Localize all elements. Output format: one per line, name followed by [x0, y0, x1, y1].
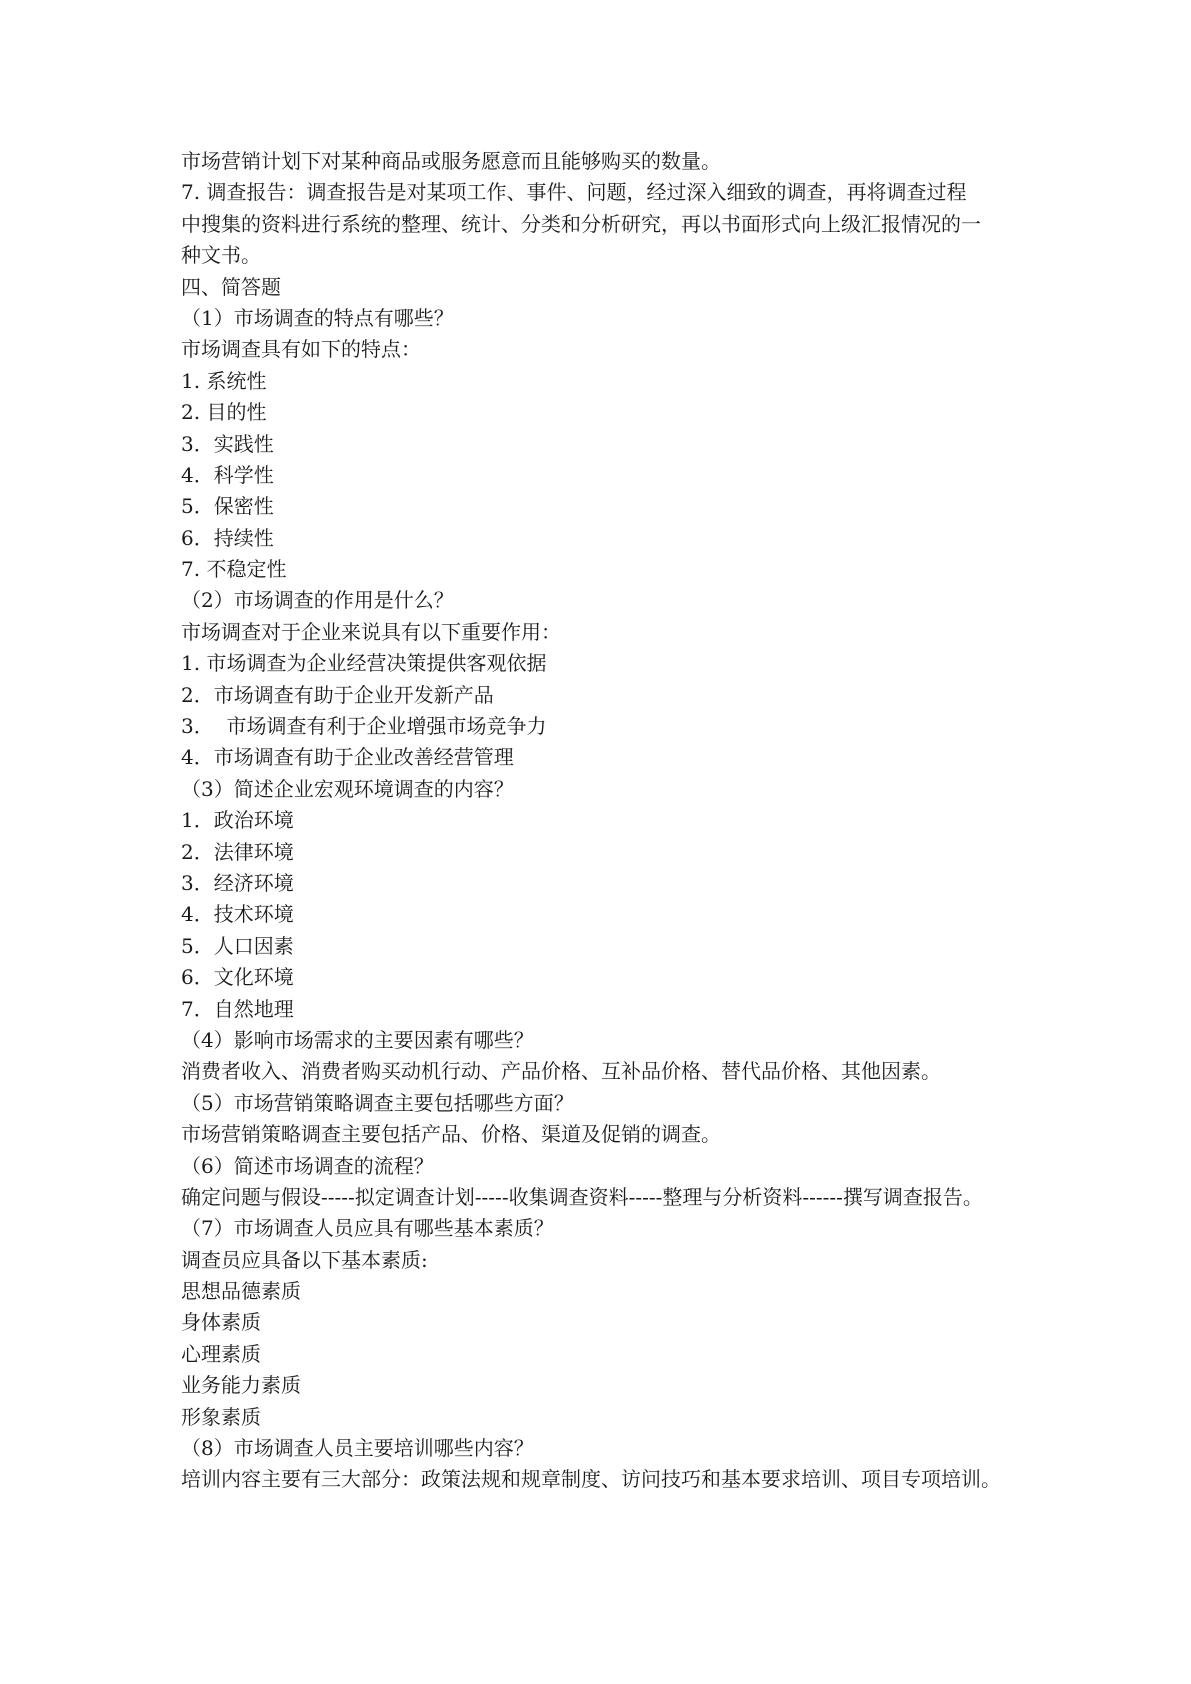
text-line: （2）市场调查的作用是什么？ [181, 588, 454, 613]
text-line: 形象素质 [181, 1404, 261, 1429]
text-line: 业务能力素质 [181, 1373, 301, 1398]
text-line: （3）简述企业宏观环境调查的内容？ [181, 776, 514, 801]
text-line: 3．实践性 [181, 431, 274, 456]
text-line: （8）市场调查人员主要培训哪些内容？ [181, 1436, 534, 1461]
text-line: 心理素质 [181, 1341, 261, 1366]
text-line: 1. 市场调查为企业经营决策提供客观依据 [181, 651, 547, 676]
text-line: （1）市场调查的特点有哪些？ [181, 305, 454, 330]
text-line: 调查员应具备以下基本素质: [181, 1247, 428, 1272]
text-line: 培训内容主要有三大部分：政策法规和规章制度、访问技巧和基本要求培训、项目专项培训。 [181, 1467, 1001, 1492]
text-line: 6．持续性 [181, 525, 274, 550]
text-line: 种文书。 [181, 243, 261, 268]
text-line: （7）市场调查人员应具有哪些基本素质？ [181, 1216, 554, 1241]
text-line: 1. 系统性 [181, 368, 267, 393]
text-line: 2．法律环境 [181, 839, 294, 864]
text-line: 中搜集的资料进行系统的整理、统计、分类和分析研究，再以书面形式向上级汇报情况的一 [181, 211, 981, 236]
text-line: 5．人口因素 [181, 933, 294, 958]
text-line: 确定问题与假设-----拟定调查计划-----收集调查资料-----整理与分析资料------撰写调查报告。 [181, 1184, 983, 1209]
text-line: 5．保密性 [181, 494, 274, 519]
text-line: 7．自然地理 [181, 996, 294, 1021]
text-line: 4．市场调查有助于企业改善经营管理 [181, 745, 514, 770]
text-line: 身体素质 [181, 1310, 261, 1335]
text-line: 市场调查具有如下的特点： [181, 337, 421, 362]
text-line: 2. 目的性 [181, 400, 267, 425]
text-line: 市场营销计划下对某种商品或服务愿意而且能够购买的数量。 [181, 149, 721, 173]
text-line: 市场调查对于企业来说具有以下重要作用： [181, 619, 561, 644]
text-line: 4．技术环境 [181, 902, 294, 927]
text-line: 7. 不稳定性 [181, 557, 287, 582]
text-line: （5）市场营销策略调查主要包括哪些方面？ [181, 1090, 574, 1115]
text-line: 3．经济环境 [181, 870, 294, 895]
document-body [181, 146, 1021, 1496]
text-line: 3． 市场调查有利于企业增强市场竞争力 [181, 714, 547, 739]
text-line: 思想品德素质 [181, 1279, 301, 1304]
text-line: 消费者收入、消费者购买动机行动、产品价格、互补品价格、替代品价格、其他因素。 [181, 1059, 941, 1084]
text-line: 7. 调查报告：调查报告是对某项工作、事件、问题，经过深入细致的调查，再将调查过程 [181, 180, 967, 205]
text-line: 四、简答题 [181, 274, 281, 299]
text-line: （6）简述市场调查的流程？ [181, 1153, 434, 1178]
text-line: （4）影响市场需求的主要因素有哪些？ [181, 1027, 534, 1052]
text-line: 6．文化环境 [181, 965, 294, 990]
text-line: 2．市场调查有助于企业开发新产品 [181, 682, 494, 707]
text-line: 1．政治环境 [181, 808, 294, 833]
text-line: 市场营销策略调查主要包括产品、价格、渠道及促销的调查。 [181, 1122, 721, 1147]
text-line: 4．科学性 [181, 462, 274, 487]
